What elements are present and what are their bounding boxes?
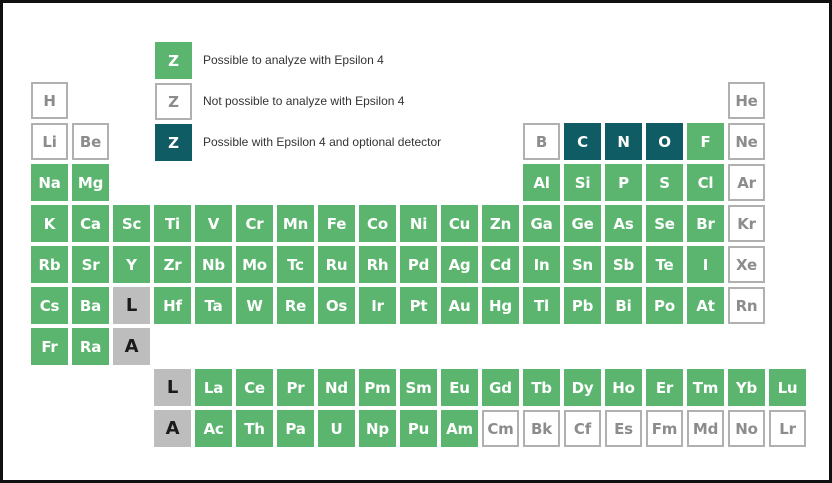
element-ti: Ti [154,205,191,242]
element-yb: Yb [728,369,765,406]
element-ir: Ir [359,287,396,324]
element-ar: Ar [728,164,765,201]
series-marker-l: L [113,287,150,324]
element-li: Li [31,123,68,160]
element-fm: Fm [646,410,683,447]
element-f: F [687,123,724,160]
element-ho: Ho [605,369,642,406]
element-hg: Hg [482,287,519,324]
element-k: K [31,205,68,242]
element-ni: Ni [400,205,437,242]
element-pu: Pu [400,410,437,447]
legend-label-optional: Possible with Epsilon 4 and optional detector [203,135,442,149]
element-b: B [523,123,560,160]
element-cd: Cd [482,246,519,283]
element-ra: Ra [72,328,109,365]
element-re: Re [277,287,314,324]
element-u: U [318,410,355,447]
element-mn: Mn [277,205,314,242]
series-marker-a: A [154,410,191,447]
element-bk: Bk [523,410,560,447]
element-rb: Rb [31,246,68,283]
element-am: Am [441,410,478,447]
element-ca: Ca [72,205,109,242]
element-tb: Tb [523,369,560,406]
element-si: Si [564,164,601,201]
element-al: Al [523,164,560,201]
element-ne: Ne [728,123,765,160]
element-pt: Pt [400,287,437,324]
element-gd: Gd [482,369,519,406]
element-sn: Sn [564,246,601,283]
element-eu: Eu [441,369,478,406]
legend-swatch-not: Z [155,83,192,120]
element-tm: Tm [687,369,724,406]
element-ac: Ac [195,410,232,447]
element-cu: Cu [441,205,478,242]
element-pb: Pb [564,287,601,324]
element-np: Np [359,410,396,447]
series-marker-a: A [113,328,150,365]
element-hf: Hf [154,287,191,324]
element-co: Co [359,205,396,242]
element-be: Be [72,123,109,160]
element-rn: Rn [728,287,765,324]
element-er: Er [646,369,683,406]
element-fr: Fr [31,328,68,365]
element-au: Au [441,287,478,324]
element-cl: Cl [687,164,724,201]
element-in: In [523,246,560,283]
element-no: No [728,410,765,447]
element-te: Te [646,246,683,283]
element-s: S [646,164,683,201]
legend-swatch-possible: Z [155,42,192,79]
element-sb: Sb [605,246,642,283]
element-pr: Pr [277,369,314,406]
element-tc: Tc [277,246,314,283]
element-se: Se [646,205,683,242]
element-v: V [195,205,232,242]
element-lr: Lr [769,410,806,447]
element-c: C [564,123,601,160]
element-dy: Dy [564,369,601,406]
element-sm: Sm [400,369,437,406]
element-cf: Cf [564,410,601,447]
element-ta: Ta [195,287,232,324]
element-sr: Sr [72,246,109,283]
element-n: N [605,123,642,160]
element-pa: Pa [277,410,314,447]
element-po: Po [646,287,683,324]
element-as: As [605,205,642,242]
element-zr: Zr [154,246,191,283]
element-o: O [646,123,683,160]
element-br: Br [687,205,724,242]
element-md: Md [687,410,724,447]
element-at: At [687,287,724,324]
element-w: W [236,287,273,324]
element-bi: Bi [605,287,642,324]
legend-swatch-optional: Z [155,124,192,161]
element-na: Na [31,164,68,201]
element-zn: Zn [482,205,519,242]
element-p: P [605,164,642,201]
element-h: H [31,82,68,119]
element-th: Th [236,410,273,447]
element-he: He [728,82,765,119]
element-i: I [687,246,724,283]
element-ge: Ge [564,205,601,242]
element-es: Es [605,410,642,447]
series-marker-l: L [154,369,191,406]
element-os: Os [318,287,355,324]
element-cm: Cm [482,410,519,447]
element-tl: Tl [523,287,560,324]
element-cr: Cr [236,205,273,242]
legend-label-not: Not possible to analyze with Epsilon 4 [203,94,405,108]
element-ru: Ru [318,246,355,283]
element-kr: Kr [728,205,765,242]
element-nd: Nd [318,369,355,406]
element-sc: Sc [113,205,150,242]
element-xe: Xe [728,246,765,283]
element-la: La [195,369,232,406]
element-pd: Pd [400,246,437,283]
element-pm: Pm [359,369,396,406]
element-lu: Lu [769,369,806,406]
legend-label-possible: Possible to analyze with Epsilon 4 [203,53,384,67]
element-mo: Mo [236,246,273,283]
element-cs: Cs [31,287,68,324]
element-y: Y [113,246,150,283]
element-ag: Ag [441,246,478,283]
element-fe: Fe [318,205,355,242]
element-rh: Rh [359,246,396,283]
element-ce: Ce [236,369,273,406]
element-mg: Mg [72,164,109,201]
element-ga: Ga [523,205,560,242]
element-ba: Ba [72,287,109,324]
element-nb: Nb [195,246,232,283]
